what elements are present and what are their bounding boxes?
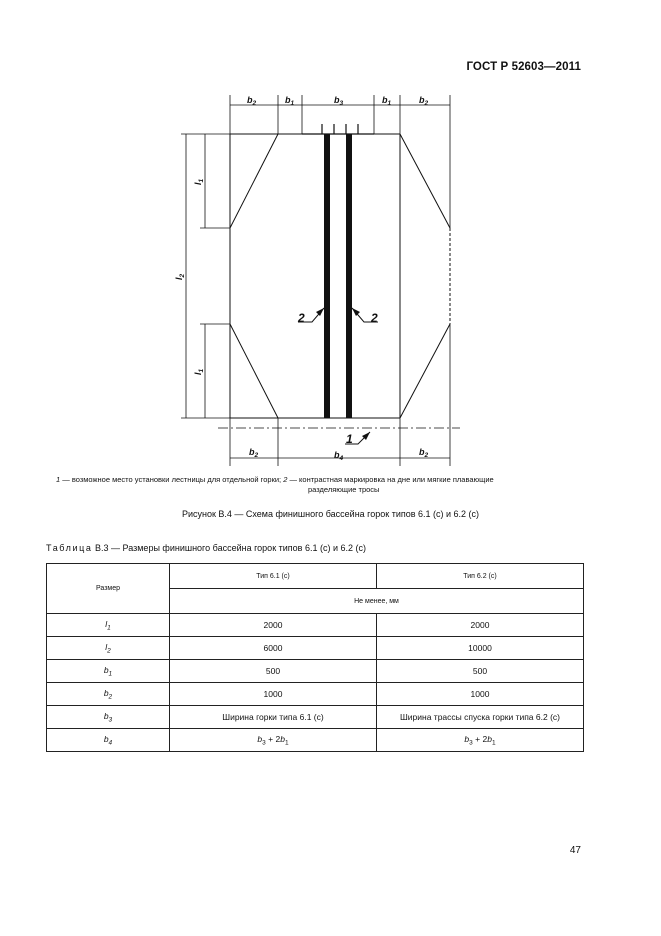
- table-row: [47, 706, 584, 729]
- dim-label-b2-top-left: $b_2$: [247, 95, 257, 107]
- dim-label-b1-top-right: $b_1$: [382, 95, 392, 107]
- legend-line-1: 1 — возможное место установки лестницы для отдельной горки; 2 — контрастная маркировка на дне или мягкие плавающие: [56, 475, 494, 484]
- header-type-6-1: Тип 6.1 (с): [170, 564, 377, 589]
- table-header-row: [47, 564, 584, 589]
- row-type1-value: 2000: [170, 614, 377, 637]
- row-symbol: $b_3$: [47, 706, 170, 729]
- row-type1-value: 1000: [170, 683, 377, 706]
- row-type2-value: 1000: [377, 683, 584, 706]
- document-header: ГОСТ Р 52603—2011: [466, 61, 581, 73]
- callout-2-left-label: 2: [298, 311, 305, 325]
- dim-label-l1-upper: $l_1$: [193, 178, 205, 185]
- callout-2-right-arrowhead: [352, 308, 360, 316]
- marking-line-right: [346, 134, 352, 418]
- row-symbol: $b_1$: [47, 660, 170, 683]
- figure-caption: Рисунок В.4 — Схема финишного бассейна горок типов 6.1 (с) и 6.2 (с): [181, 509, 480, 519]
- pool-lower-right-diagonal: [400, 324, 450, 418]
- row-type1-value: 6000: [170, 637, 377, 660]
- callout-2-right-label: 2: [371, 311, 378, 325]
- row-type2-value: 2000: [377, 614, 584, 637]
- row-type2-value: 500: [377, 660, 584, 683]
- dim-label-b2-bottom-left: $b_2$: [249, 447, 259, 459]
- row-symbol: $b_4$: [47, 729, 170, 752]
- pool-upper-left-diagonal: [230, 134, 278, 228]
- dim-label-b4-bottom: $b_4$: [334, 450, 344, 462]
- legend-line-2: разделяющие тросы: [308, 485, 380, 494]
- pool-lower-left-diagonal: [230, 324, 278, 418]
- row-type2-value: Ширина трассы спуска горки типа 6.2 (с): [377, 706, 584, 729]
- row-symbol: $l_1$: [47, 614, 170, 637]
- header-units: Не менее, мм: [170, 589, 584, 614]
- table-row: [47, 637, 584, 660]
- row-type1-value: Ширина горки типа 6.1 (с): [170, 706, 377, 729]
- header-size: Размер: [47, 564, 170, 614]
- dim-label-l1-lower: $l_1$: [193, 368, 205, 375]
- table-row: [47, 683, 584, 706]
- figure-legend: [56, 475, 576, 495]
- dimensions-table: [46, 563, 584, 752]
- row-symbol: $b_2$: [47, 683, 170, 706]
- table-caption: Таблица В.3 — Размеры финишного бассейна горок типов 6.1 (с) и 6.2 (с): [46, 543, 366, 553]
- header-type-6-2: Тип 6.2 (с): [377, 564, 584, 589]
- row-type1-formula: $b_3 + 2b_1$: [170, 729, 377, 752]
- dim-label-b2-bottom-right: $b_2$: [419, 447, 429, 459]
- dim-label-l2: $l_2$: [174, 273, 186, 280]
- callout-2-left-arrowhead: [316, 308, 324, 316]
- pool-upper-right-diagonal: [400, 134, 450, 228]
- table-row: [47, 614, 584, 637]
- dim-label-b3-top: $b_3$: [334, 95, 344, 107]
- table-row: [47, 729, 584, 752]
- row-type1-value: 500: [170, 660, 377, 683]
- marking-line-left: [324, 134, 330, 418]
- callout-1-label: 1: [346, 432, 353, 446]
- dim-label-b1-top-left: $b_1$: [285, 95, 295, 107]
- table-row: [47, 660, 584, 683]
- dim-label-b2-top-right: $b_2$: [419, 95, 429, 107]
- page-number: 47: [569, 845, 581, 856]
- row-type2-value: 10000: [377, 637, 584, 660]
- row-symbol: $l_2$: [47, 637, 170, 660]
- row-type2-formula: $b_3 + 2b_1$: [377, 729, 584, 752]
